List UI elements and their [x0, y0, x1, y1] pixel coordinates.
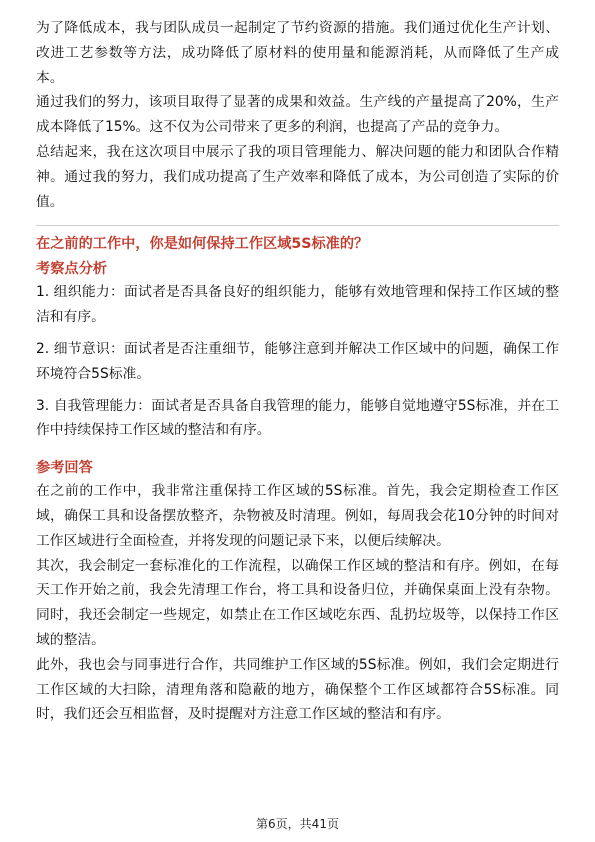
answer-paragraph: 此外，我也会与同事进行合作，共同维护工作区域的5S标准。例如，我们会定期进行工作区域的大扫除，清理角落和隐蔽的地方，确保整个工作区域都符合5S标准。同时，我们还会互相监督，及时提醒对方注意工作区域的整洁和有序。 — [36, 656, 559, 723]
document-page — [36, 16, 559, 727]
body-paragraph: 为了降低成本，我与团队成员一起制定了节约资源的措施。我们通过优化生产计划、改进工艺参数等方法，成功降低了原材料的使用量和能源消耗，从而降低了生产成本。 — [36, 20, 559, 86]
question-heading: 在之前的工作中，你是如何保持工作区域5S标准的？ — [36, 236, 369, 253]
section-divider — [36, 225, 559, 226]
body-paragraph: 通过我们的努力，该项目取得了显著的成果和效益。生产线的产量提高了20%，生产成本降低了15%。这不仅为公司带来了更多的利润，也提高了产品的竞争力。 — [36, 94, 559, 136]
analysis-heading: 考察点分析 — [36, 261, 107, 278]
answer-heading: 参考回答 — [36, 460, 93, 477]
analysis-item: 1. 组织能力：面试者是否具备良好的组织能力，能够有效地管理和保持工作区域的整洁和有序。 — [36, 284, 559, 326]
answer-paragraph: 其次，我会制定一套标准化的工作流程，以确保工作区域的整洁和有序。例如，在每天工作开始之前，我会先清理工作台，将工具和设备归位，并确保桌面上没有杂物。同时，我还会制定一些规定，如禁止在工作区域吃东西、乱扔垃圾等，以保持工作区域的整洁。 — [36, 557, 559, 648]
answer-paragraph: 在之前的工作中，我非常注重保持工作区域的5S标准。首先，我会定期检查工作区域，确保工具和设备摆放整齐，杂物被及时清理。例如，每周我会花10分钟的时间对工作区域进行全面检查，并将发现的问题记录下来，以便后续解决。 — [36, 483, 559, 549]
analysis-item: 2. 细节意识：面试者是否注重细节，能够注意到并解决工作区域中的问题，确保工作环境符合5S标准。 — [36, 340, 559, 382]
analysis-item: 3. 自我管理能力：面试者是否具备自我管理的能力，能够自觉地遵守5S标准，并在工作中持续保持工作区域的整洁和有序。 — [36, 397, 559, 439]
page-number: 第6页，共41页 — [256, 817, 339, 831]
body-paragraph: 总结起来，我在这次项目中展示了我的项目管理能力、解决问题的能力和团队合作精神。通过我的努力，我们成功提高了生产效率和降低了成本，为公司创造了实际的价值。 — [36, 143, 559, 210]
